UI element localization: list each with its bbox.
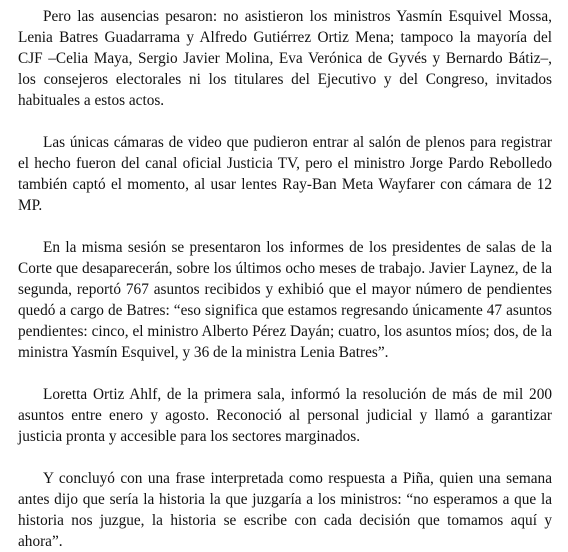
paragraph-first-chamber: Loretta Ortiz Ahlf, de la primera sala, informó la resolución de más de mil 200 asuntos entre enero y agosto. Reconoció al personal judicial y llamó a garantizar justicia pronta y accesible para los sectores marginados. xyxy=(18,386,552,445)
paragraph-conclusion: Y concluyó con una frase interpretada como respuesta a Piña, quien una semana antes dijo que sería la historia la que juzgaría a los ministros: “no esperamos a que la historia nos juzgue, la historia se escribe con cada decisión que tomamos aquí y ahora”. xyxy=(18,470,552,550)
paragraph-reports: En la misma sesión se presentaron los informes de los presidentes de salas de la Corte que desaparecerán, sobre los últimos ocho meses de trabajo. Javier Laynez, de la segunda, reportó 767 asuntos recibidos y exhibió que el mayor número de pendientes quedó a cargo de Batres: “eso significa que estamos regresando únicamente 47 asuntos pendientes: cinco, el ministro Alberto Pérez Dayán; cuatro, los asuntos míos; dos, de la ministra Yasmín Esquivel, y 36 de la ministra Lenia Batres”. xyxy=(18,239,552,361)
article-body xyxy=(18,6,552,552)
paragraph-absences: Pero las ausencias pesaron: no asistieron los ministros Yasmín Esquivel Mossa, Lenia Batres Guadarrama y Alfredo Gutiérrez Ortiz Mena; tampoco la mayoría del CJF –Celia Maya, Sergio Javier Molina, Eva Verónica de Gyvés y Bernardo Bátiz–, los consejeros electorales ni los titulares del Ejecutivo y del Congreso, invitados habituales a estos actos. xyxy=(18,8,552,109)
paragraph-cameras: Las únicas cámaras de video que pudieron entrar al salón de plenos para registrar el hecho fueron del canal oficial Justicia TV, pero el ministro Jorge Pardo Rebolledo también captó el momento, al usar lentes Ray-Ban Meta Wayfarer con cámara de 12 MP. xyxy=(18,134,552,214)
